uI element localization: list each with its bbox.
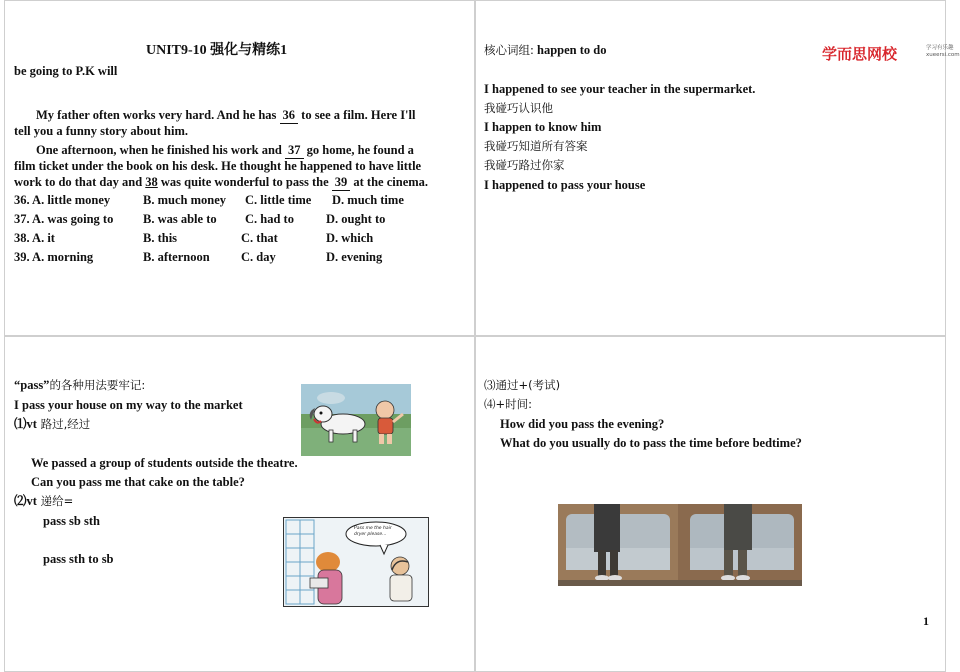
blank-38: 38 (145, 175, 158, 189)
option-item: B. afternoon (143, 250, 210, 264)
option-item: 38. A. it (14, 231, 55, 245)
example-line: What do you usually do to pass the time before bedtime? (500, 436, 802, 450)
usage-label: ⑷+时间: (484, 397, 533, 411)
usage-label: ⑴vt 路过,经过 (14, 417, 91, 431)
pattern-line: pass sth to sb (43, 552, 114, 566)
slide-happen-to-do (475, 0, 960, 336)
example-line: Can you pass me that cake on the table? (31, 475, 245, 489)
option-item: B. this (143, 231, 178, 245)
slide-unit-exercise (4, 0, 475, 336)
slide-pass-usage (4, 336, 475, 672)
passage-line: work to do that day and 38 was quite wonderful to pass the 39 at the cinema. (14, 175, 429, 189)
slide-title: UNIT9-10 强化与精练1 (146, 43, 288, 58)
speech-bubble-text: Pass me the hair dryer please... (354, 526, 392, 537)
cartoon-dog-illustration (301, 384, 411, 456)
brand-logo-sub: 学习有乐趣 xueersi.com (926, 45, 960, 58)
example-line: We passed a group of students outside the theatre. (31, 456, 298, 470)
option-item: C. that (241, 231, 278, 245)
passage-line: tell you a funny story about him. (14, 124, 188, 138)
option-item: D. much time (332, 193, 404, 207)
example-line: I happened to pass your house (484, 178, 646, 192)
option-item: 39. A. morning (14, 250, 94, 264)
couch-photo-illustration (558, 504, 802, 586)
passage-line: film ticket under the book on his desk. He thought he happened to have little (14, 159, 422, 173)
example-line: I pass your house on my way to the market (14, 398, 243, 412)
option-item: B. was able to (143, 212, 217, 226)
blank-37: 37 (285, 142, 304, 159)
option-item: C. day (241, 250, 276, 264)
slide-heading: “pass”的各种用法要牢记: (14, 378, 146, 392)
example-line: I happened to see your teacher in the supermarket. (484, 82, 756, 96)
couch-photo (558, 504, 802, 586)
example-line: 我碰巧知道所有答案 (484, 139, 588, 153)
option-item: D. evening (326, 250, 383, 264)
example-line: 我碰巧认识他 (484, 101, 553, 115)
option-item: C. little time (245, 193, 312, 207)
passage-line: One afternoon, when he finished his work and 37 go home, he found a (36, 143, 414, 157)
slide-pass-time (475, 336, 946, 672)
usage-label: ⑵vt 递给= (14, 494, 74, 508)
usage-label: ⑶通过+(考试) (484, 378, 561, 392)
option-item: D. ought to (326, 212, 386, 226)
option-item: C. had to (245, 212, 294, 226)
phrase-heading: 核心词组: happen to do (484, 43, 607, 57)
example-line: I happen to know him (484, 120, 602, 134)
cartoon-dog-image (301, 384, 411, 456)
blank-36: 36 (280, 107, 299, 124)
page-number: 1 (923, 614, 929, 628)
passage-line: My father often works very hard. And he has 36 to see a film. Here I'll (36, 108, 416, 122)
example-line: 我碰巧路过你家 (484, 158, 565, 172)
cartoon-hair-dryer-image (283, 517, 429, 607)
option-item: B. much money (143, 193, 226, 207)
option-item: 36. A. little money (14, 193, 111, 207)
slide-subtitle: be going to P.K will (14, 64, 118, 78)
option-item: D. which (326, 231, 374, 245)
option-item: 37. A. was going to (14, 212, 114, 226)
blank-39: 39 (332, 174, 351, 191)
brand-logo: 学而思网校 (822, 45, 898, 63)
example-line: How did you pass the evening? (500, 417, 665, 431)
pattern-line: pass sb sth (43, 514, 100, 528)
